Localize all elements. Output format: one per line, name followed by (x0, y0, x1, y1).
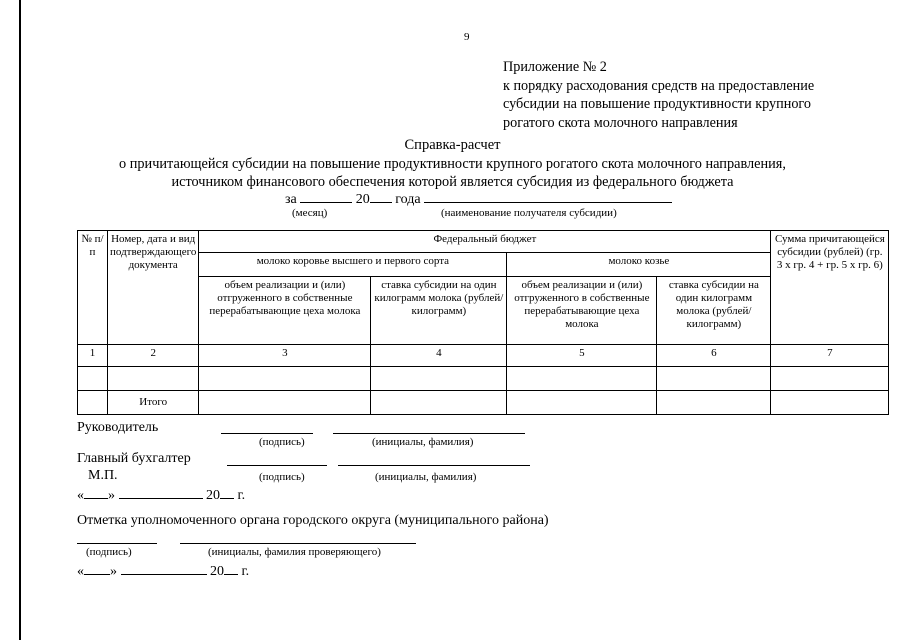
date-year-prefix: 20 (206, 488, 220, 503)
head-label: Руководитель (77, 420, 159, 435)
month-caption: (месяц) (292, 207, 328, 219)
date-close-quote: » (110, 564, 117, 579)
table-cell[interactable] (371, 391, 507, 415)
column-number: 6 (657, 345, 771, 367)
date-year-prefix: 20 (210, 564, 224, 579)
header-cow-milk: молоко коровье высшего и первого сорта (199, 253, 507, 277)
header-cow-volume: объем реализации и (или) отгруженного в собственные перерабатывающие цеха молока (199, 277, 371, 345)
document-subtitle (0, 155, 905, 191)
date-line (77, 486, 245, 504)
page-number: 9 (464, 31, 470, 43)
recipient-field[interactable] (424, 190, 672, 203)
column-number-row (78, 345, 889, 367)
appendix-line-4: рогатого скота молочного направления (503, 114, 738, 131)
month-field[interactable] (121, 562, 207, 575)
column-number: 4 (371, 345, 507, 367)
table-cell[interactable] (657, 391, 771, 415)
authority-date-line (77, 562, 249, 580)
head-signature-caption: (подпись) (259, 436, 305, 448)
header-subsidy-sum: Сумма причитающейся субсидии (рублей) (гр. 3 х гр. 4 + гр. 5 х гр. 6) (771, 231, 889, 345)
table-cell[interactable] (199, 367, 371, 391)
authority-checker-line[interactable] (180, 543, 416, 544)
document-title: Справка-расчет (404, 137, 501, 153)
table-cell[interactable] (771, 391, 889, 415)
header-goat-volume: объем реализации и (или) отгруженного в собственные перерабатывающие цеха молока (507, 277, 657, 345)
accountant-signature-caption: (подпись) (259, 471, 305, 483)
date-open-quote: « (77, 564, 84, 579)
authority-signature-line[interactable] (77, 543, 157, 544)
table-cell[interactable] (371, 367, 507, 391)
table-cell[interactable] (507, 391, 657, 415)
month-field[interactable] (300, 190, 352, 203)
subtitle-line-1: о причитающейся субсидии на повышение продуктивности крупного рогатого скота молочного направления, (119, 156, 786, 172)
recipient-caption: (наименование получателя субсидии) (441, 207, 617, 219)
period-prefix: за (285, 192, 297, 207)
day-field[interactable] (84, 486, 108, 499)
header-cow-rate: ставка субсидии на один килограмм молока (рублей/килограмм) (371, 277, 507, 345)
accountant-signature-line[interactable] (227, 465, 327, 466)
head-signature-line[interactable] (221, 433, 313, 434)
total-row (78, 391, 889, 415)
appendix-line-1: Приложение № 2 (503, 59, 607, 75)
table-cell[interactable] (507, 367, 657, 391)
date-open-quote: « (77, 488, 84, 503)
column-number: 5 (507, 345, 657, 367)
month-field[interactable] (119, 486, 203, 499)
table-row (78, 367, 889, 391)
appendix-line-2: к порядку расходования средств на предоставление (503, 77, 815, 94)
column-number: 3 (199, 345, 371, 367)
date-year-suffix: г. (241, 564, 250, 579)
accountant-label: Главный бухгалтер (77, 451, 191, 466)
head-name-line[interactable] (333, 433, 525, 434)
column-number: 1 (78, 345, 108, 367)
day-field[interactable] (84, 562, 110, 575)
accountant-name-line[interactable] (338, 465, 530, 466)
year-prefix: 20 (355, 192, 370, 207)
authority-label: Отметка уполномоченного органа городского округа (муниципального района) (77, 513, 549, 528)
accountant-name-caption: (инициалы, фамилия) (375, 471, 477, 483)
table-cell[interactable] (657, 367, 771, 391)
appendix-block (503, 58, 814, 132)
column-number: 7 (771, 345, 889, 367)
subsidy-table (77, 230, 889, 415)
date-close-quote: » (108, 488, 115, 503)
year-field[interactable] (220, 486, 234, 499)
authority-signature-caption: (подпись) (86, 546, 132, 558)
header-federal-budget: Федеральный бюджет (199, 231, 771, 253)
head-name-caption: (инициалы, фамилия) (372, 436, 474, 448)
year-field[interactable] (224, 562, 238, 575)
header-goat-milk: молоко козье (507, 253, 771, 277)
table-cell (78, 391, 108, 415)
table-cell[interactable] (771, 367, 889, 391)
header-goat-rate: ставка субсидии на один килограмм молока (рублей/ килограмм) (657, 277, 771, 345)
column-number: 2 (108, 345, 199, 367)
header-document: Номер, дата и вид подтверждающего документа (108, 231, 199, 345)
subtitle-line-2: источником финансового обеспечения которой является субсидия из федерального бюджета (171, 174, 734, 190)
year-field[interactable] (370, 190, 392, 203)
authority-checker-caption: (инициалы, фамилия проверяющего) (208, 546, 381, 558)
header-num: № п/п (78, 231, 108, 345)
year-suffix: года (395, 192, 421, 207)
page-edge-rule (19, 0, 21, 640)
table-cell[interactable] (199, 391, 371, 415)
date-year-suffix: г. (237, 488, 246, 503)
period-line (285, 190, 672, 208)
table-cell[interactable] (108, 367, 199, 391)
appendix-line-3: субсидии на повышение продуктивности крупного (503, 96, 811, 112)
total-label: Итого (108, 391, 199, 415)
seal-label: М.П. (88, 468, 118, 483)
table-cell[interactable] (78, 367, 108, 391)
